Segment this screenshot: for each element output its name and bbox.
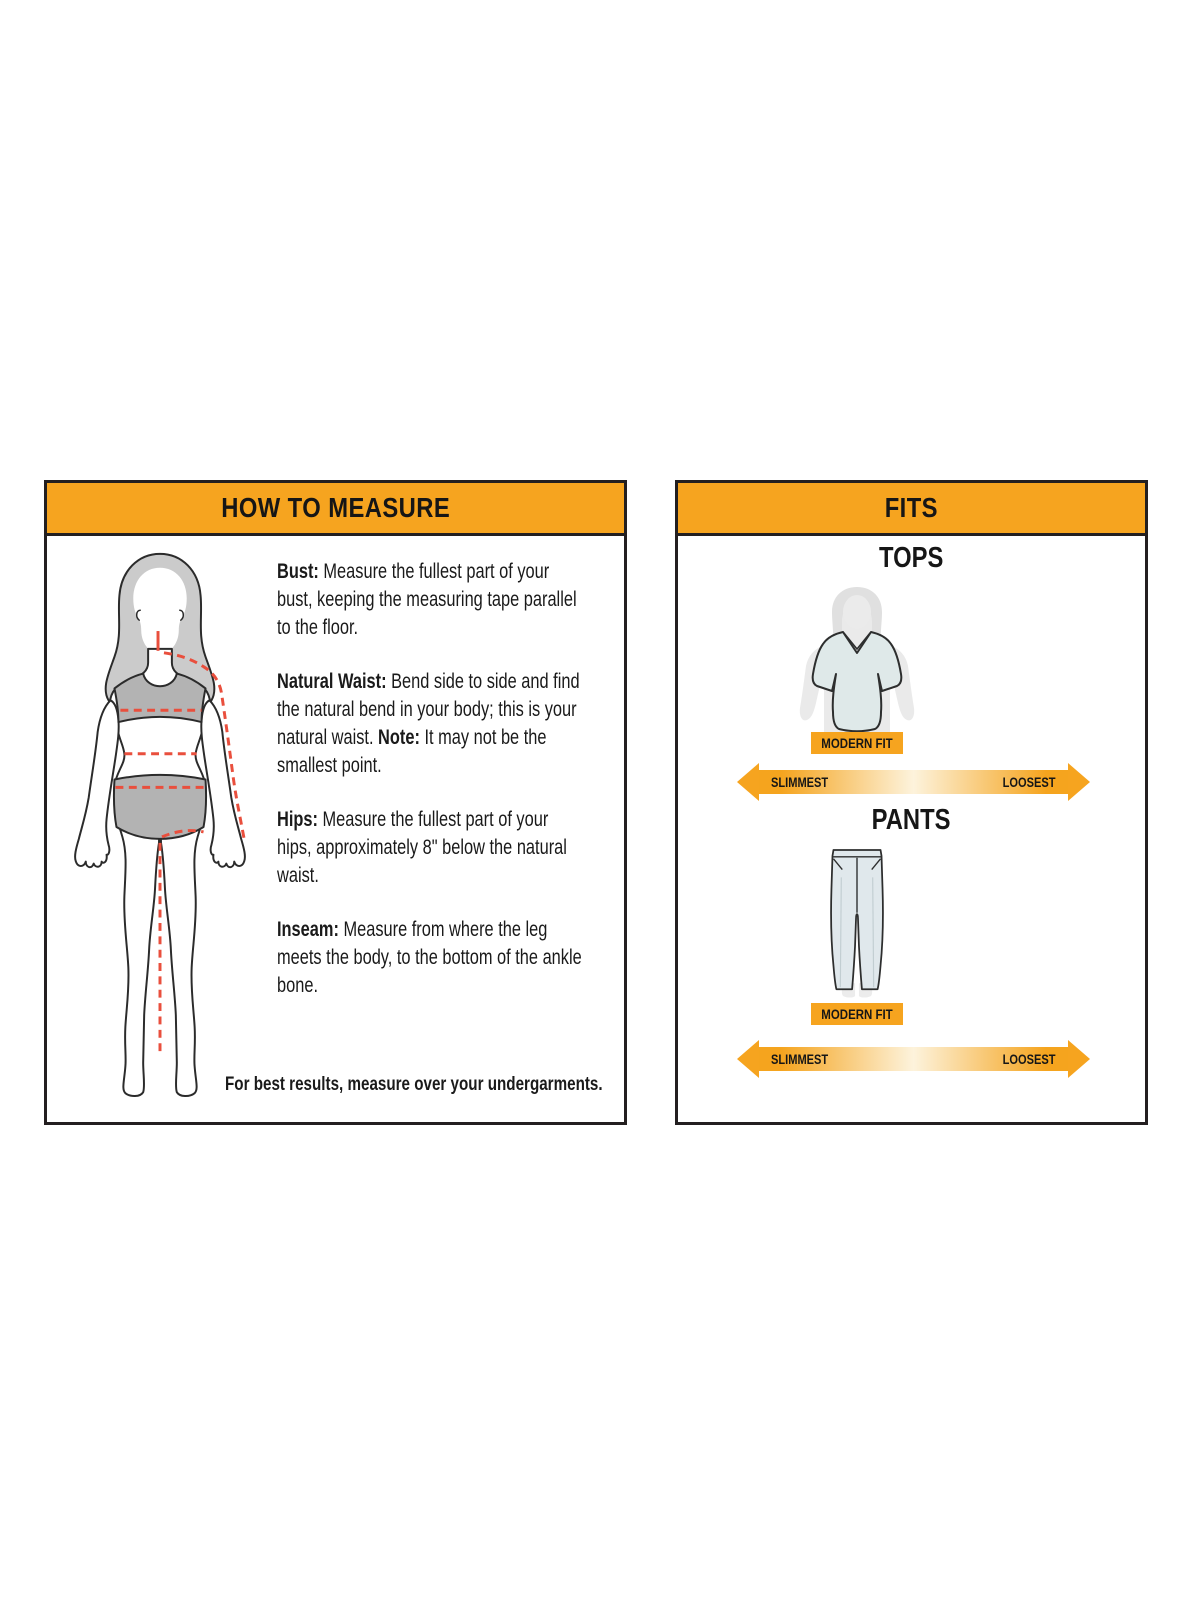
measure-instructions: [277, 558, 585, 1026]
how-to-measure-header: [47, 483, 624, 536]
tops-fit-badge: MODERN FIT: [811, 732, 903, 754]
ghost-face: [843, 595, 871, 629]
measure-instruction-paragraph: Natural Waist: Bend side to side and find the natural bend in your body; this is your natural waist. Note: It may not be the smallest point.: [277, 670, 580, 777]
pants-illustration: [827, 848, 887, 1000]
right-arm-shape: [201, 700, 245, 867]
top-garment-illustration: [777, 582, 937, 732]
fits-title: FITS: [884, 492, 939, 523]
tops-scale-label-slimmest: SLIMMEST: [771, 774, 829, 790]
measure-instruction-paragraph: Hips: Measure the fullest part of your hips, approximately 8" below the natural waist.: [277, 808, 567, 887]
fits-content: [678, 536, 1145, 1122]
pants-scale-label-slimmest: SLIMMEST: [771, 1051, 829, 1067]
tops-heading: TOPS: [879, 542, 944, 574]
how-to-measure-content: [47, 536, 624, 1122]
pants-heading: PANTS: [872, 804, 951, 836]
female-body-illustration: [65, 550, 255, 1100]
tops-scale-label-loosest: LOOSEST: [1003, 774, 1056, 790]
how-to-measure-panel: [44, 480, 627, 1125]
pants-fit-gradient-bar: [759, 1047, 1068, 1071]
pants-scale-label-loosest: LOOSEST: [1003, 1051, 1056, 1067]
measure-footnote: For best results, measure over your undergarments.: [225, 1074, 603, 1095]
how-to-measure-title: HOW TO MEASURE: [221, 492, 450, 523]
measure-instruction-paragraph: Inseam: Measure from where the leg meets the body, to the bottom of the ankle bone.: [277, 918, 582, 997]
arrow-left-icon: [737, 763, 759, 801]
tops-fit-gradient-bar: [759, 770, 1068, 794]
pants-fit-badge: MODERN FIT: [811, 1003, 903, 1025]
arrow-left-icon: [737, 1040, 759, 1078]
pants-fit-range-arrow: [737, 1040, 1090, 1078]
arrow-right-icon: [1068, 763, 1090, 801]
arrow-right-icon: [1068, 1040, 1090, 1078]
tops-fit-range-arrow: [737, 763, 1090, 801]
left-arm-shape: [75, 700, 119, 867]
fits-header: [678, 483, 1145, 536]
fits-panel: [675, 480, 1148, 1125]
measure-instruction-paragraph: Bust: Measure the fullest part of your bust, keeping the measuring tape parallel to the floor.: [277, 560, 577, 639]
